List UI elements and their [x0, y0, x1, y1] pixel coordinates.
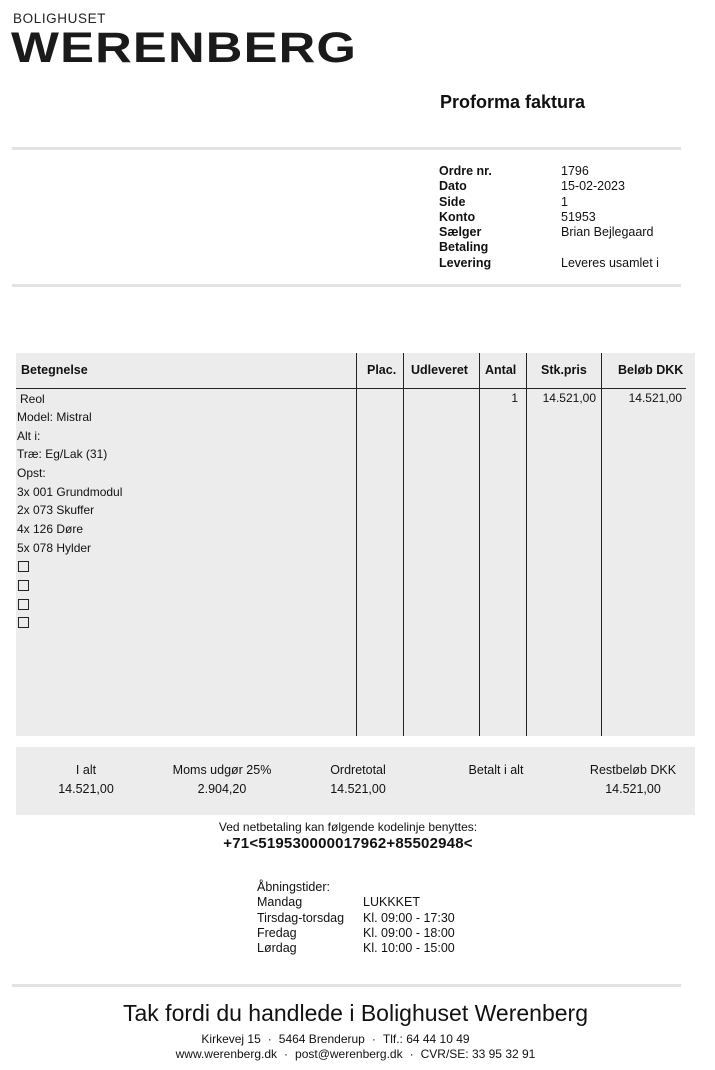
info-label: Dato — [439, 179, 467, 194]
footer-contact-line — [0, 1047, 711, 1061]
item-name: Reol — [20, 392, 45, 406]
total-label: Betalt i alt — [468, 763, 524, 777]
document-title: Proforma faktura — [440, 92, 586, 112]
column-divider — [356, 353, 357, 736]
info-label: Betaling — [439, 240, 489, 255]
separator-dot: · — [409, 1047, 414, 1061]
divider-info — [12, 284, 681, 287]
item-quantity: 1 — [511, 391, 518, 405]
thank-you-message: Tak fordi du handlede i Bolighuset Werenberg — [123, 1000, 588, 1026]
info-row-seller — [439, 225, 659, 240]
checkbox — [18, 580, 29, 591]
info-row-page — [439, 195, 659, 210]
footer-email[interactable]: post@werenberg.dk — [295, 1047, 403, 1061]
item-unit-price: 14.521,00 — [542, 391, 596, 405]
hours-row — [257, 926, 455, 941]
info-row-delivery — [439, 256, 659, 271]
logo-tagline: BOLIGHUSET — [13, 11, 107, 26]
items-table — [16, 353, 695, 736]
divider-top — [12, 147, 681, 150]
total-label: Moms udgør 25% — [172, 763, 272, 777]
item-detail: Model: Mistral — [17, 410, 92, 424]
info-row-account — [439, 210, 659, 225]
divider-footer — [12, 984, 681, 987]
checkbox — [18, 617, 29, 628]
item-detail: 2x 073 Skuffer — [17, 503, 95, 517]
info-value: 51953 — [561, 209, 596, 224]
opening-hours-title: Åbningstider: — [257, 880, 330, 894]
hours-row — [257, 911, 455, 926]
total-label: Restbeløb DKK — [589, 763, 677, 777]
total-label: I alt — [75, 763, 97, 777]
hours-time: LUKKKET — [363, 895, 420, 910]
logo-wordmark: WERENBERG — [11, 24, 358, 72]
totals-panel — [16, 747, 695, 815]
info-row-order-number — [439, 164, 659, 179]
info-row-date — [439, 179, 659, 194]
item-detail: 4x 126 Døre — [17, 522, 84, 536]
total-value: 14.521,00 — [58, 782, 114, 796]
item-checkbox-row — [17, 595, 29, 614]
info-label: Sælger — [439, 225, 482, 240]
header-placement: Plac. — [367, 363, 397, 377]
item-detail: Træ: Eg/Lak (31) — [17, 447, 108, 461]
hours-time: Kl. 09:00 - 18:00 — [363, 925, 455, 940]
hours-day: Tirsdag-torsdag — [257, 910, 345, 925]
info-label: Konto — [439, 209, 476, 224]
separator-dot: · — [267, 1032, 272, 1046]
header-amount: Beløb DKK — [618, 363, 684, 377]
separator-dot: · — [371, 1032, 376, 1046]
footer-address: Kirkevej 15 — [201, 1032, 261, 1046]
item-checkbox-row — [17, 557, 29, 576]
separator-dot: · — [284, 1047, 289, 1061]
item-amount: 14.521,00 — [628, 391, 682, 405]
footer-address-line — [0, 1032, 671, 1046]
column-divider — [479, 353, 480, 736]
checkbox — [18, 561, 29, 572]
hours-time: Kl. 10:00 - 15:00 — [363, 941, 455, 956]
item-checkbox-row — [17, 613, 29, 632]
footer-phone: Tlf.: 64 44 10 49 — [382, 1032, 470, 1046]
item-detail: 3x 001 Grundmodul — [17, 485, 123, 499]
item-checkbox-row — [17, 576, 29, 595]
info-value: 1 — [561, 194, 568, 209]
item-detail: Alt i: — [17, 429, 41, 443]
payment-code: +71<519530000017962+85502948< — [223, 835, 473, 852]
hours-day: Fredag — [257, 925, 297, 940]
header-quantity: Antal — [485, 363, 517, 377]
info-value: 15-02-2023 — [561, 179, 625, 194]
hours-day: Lørdag — [257, 941, 297, 956]
header-description: Betegnelse — [21, 363, 88, 377]
column-divider — [403, 353, 404, 736]
info-row-payment — [439, 240, 659, 255]
footer-cvr: CVR/SE: 33 95 32 91 — [420, 1047, 536, 1061]
footer-city: 5464 Brenderup — [278, 1032, 365, 1046]
checkbox — [18, 599, 29, 610]
hours-day: Mandag — [257, 895, 303, 910]
column-divider — [601, 353, 602, 736]
column-divider — [526, 353, 527, 736]
total-label: Ordretotal — [330, 763, 386, 777]
hours-row — [257, 941, 455, 956]
info-label: Ordre nr. — [439, 164, 492, 178]
info-label: Levering — [439, 255, 492, 270]
item-detail: Opst: — [17, 466, 46, 480]
header-divider — [16, 388, 686, 389]
info-value: Brian Bejlegaard — [561, 225, 654, 240]
payment-note: Ved netbetaling kan følgende kodelinje benyttes: — [218, 820, 478, 834]
order-info — [439, 164, 659, 271]
total-value: 2.904,20 — [197, 782, 247, 796]
total-value: 14.521,00 — [605, 782, 661, 796]
info-label: Side — [439, 194, 466, 209]
opening-hours — [257, 880, 455, 956]
hours-row — [257, 895, 455, 910]
total-value: 14.521,00 — [330, 782, 386, 796]
footer-website[interactable]: www.werenberg.dk — [175, 1047, 278, 1061]
hours-time: Kl. 09:00 - 17:30 — [363, 910, 455, 925]
info-value: 1796 — [561, 164, 589, 178]
info-value: Leveres usamlet i — [561, 255, 659, 270]
header-delivered: Udleveret — [411, 363, 468, 377]
item-detail: 5x 078 Hylder — [17, 541, 92, 555]
header-unit-price: Stk.pris — [541, 363, 587, 377]
